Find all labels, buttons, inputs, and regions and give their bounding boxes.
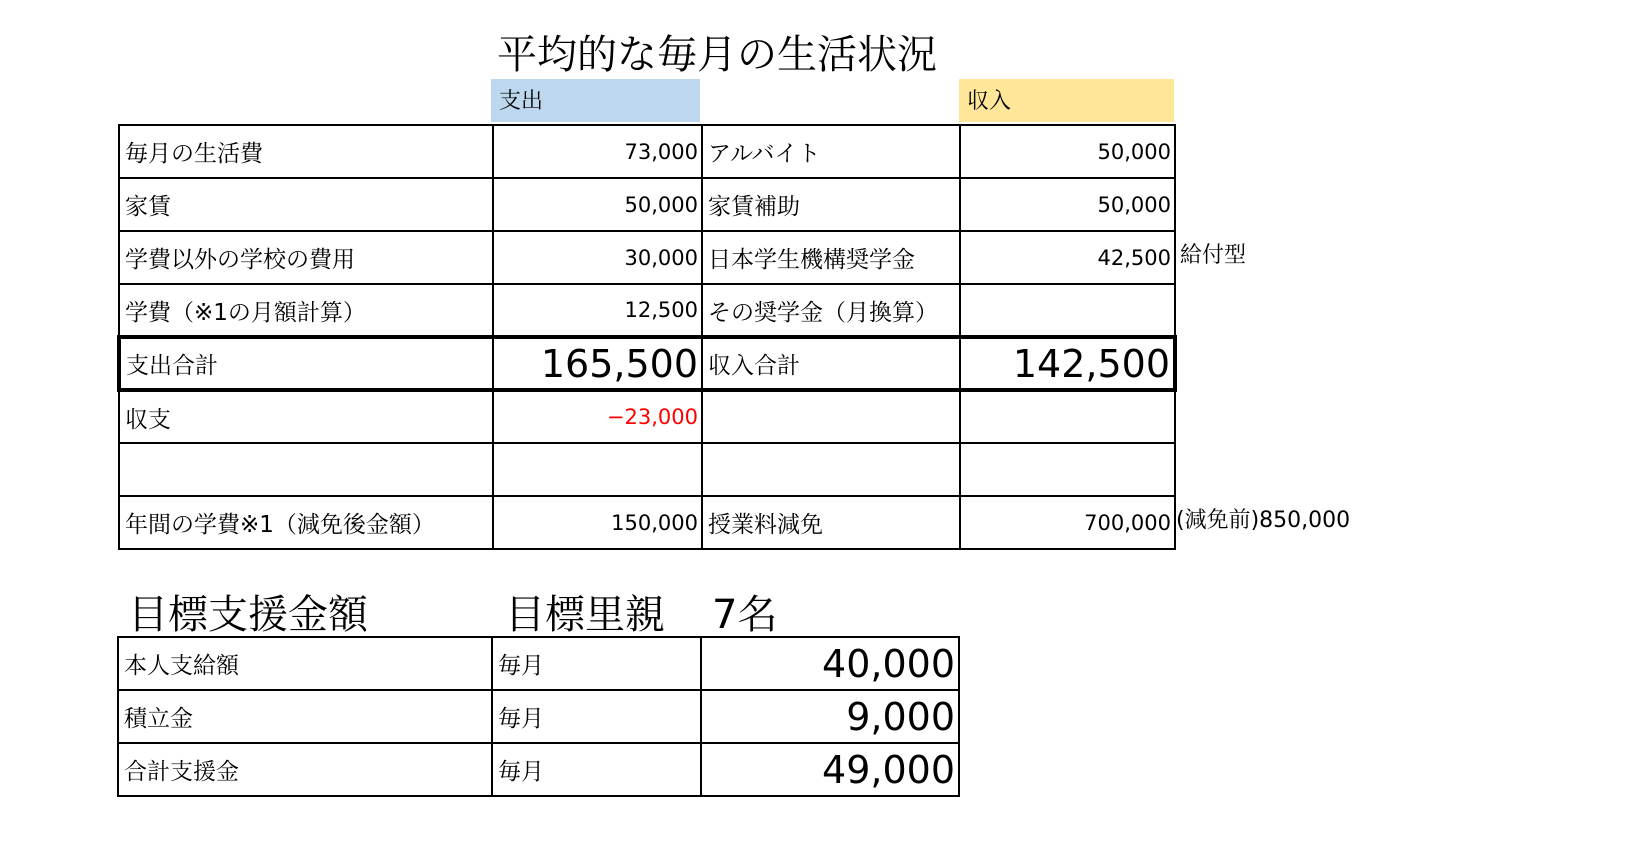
- income-value: 50,000: [960, 178, 1175, 231]
- scholarship-note: 給付型: [1180, 243, 1247, 268]
- goal-title: 目標支援金額: [128, 592, 368, 638]
- table-row: [119, 178, 1175, 231]
- empty-cell: [702, 443, 960, 496]
- monthly-budget-table: [117, 124, 1177, 550]
- table-row: [118, 690, 959, 743]
- goal-parents-count: 7名: [712, 592, 778, 638]
- page-title: 平均的な毎月の生活状況: [497, 32, 937, 78]
- balance-row: [119, 390, 1175, 443]
- balance-value: −23,000: [493, 390, 702, 443]
- income-total-value: 142,500: [960, 337, 1175, 390]
- expense-total-value: 165,500: [493, 337, 702, 390]
- table-row: [119, 125, 1175, 178]
- goal-label: 本人支給額: [118, 637, 492, 690]
- tuition-waiver-label: 授業料減免: [702, 496, 960, 549]
- tuition-waiver-value: 700,000: [960, 496, 1175, 549]
- empty-cell: [960, 390, 1175, 443]
- table-row: [119, 231, 1175, 284]
- income-value: 50,000: [960, 125, 1175, 178]
- income-total-label: 収入合計: [702, 337, 960, 390]
- empty-cell: [960, 443, 1175, 496]
- goal-label: 合計支援金: [118, 743, 492, 796]
- goal-amount: 9,000: [701, 690, 959, 743]
- goal-period: 毎月: [492, 743, 701, 796]
- empty-cell: [702, 390, 960, 443]
- expense-value: 50,000: [493, 178, 702, 231]
- income-value: [960, 284, 1175, 337]
- empty-row: [119, 443, 1175, 496]
- balance-label: 収支: [119, 390, 493, 443]
- goal-period: 毎月: [492, 637, 701, 690]
- table-row: [118, 743, 959, 796]
- goal-period: 毎月: [492, 690, 701, 743]
- income-value: 42,500: [960, 231, 1175, 284]
- goal-amount: 49,000: [701, 743, 959, 796]
- table-row: [118, 637, 959, 690]
- expense-value: 30,000: [493, 231, 702, 284]
- totals-row: [119, 337, 1175, 390]
- expense-total-label: 支出合計: [119, 337, 493, 390]
- expense-value: 73,000: [493, 125, 702, 178]
- income-label: 家賃補助: [702, 178, 960, 231]
- table-row: [119, 284, 1175, 337]
- expense-value: 12,500: [493, 284, 702, 337]
- empty-cell: [119, 443, 493, 496]
- goal-support-table: [117, 636, 960, 797]
- expense-label: 学費（※1の月額計算）: [119, 284, 493, 337]
- income-label: その奨学金（月換算）: [702, 284, 960, 337]
- annual-tuition-label: 年間の学費※1（減免後金額）: [119, 496, 493, 549]
- waiver-note: (減免前)850,000: [1176, 508, 1351, 533]
- goal-parents-label: 目標里親: [505, 592, 665, 638]
- expense-label: 毎月の生活費: [119, 125, 493, 178]
- expense-label: 家賃: [119, 178, 493, 231]
- expense-label: 学費以外の学校の費用: [119, 231, 493, 284]
- income-header: 収入: [959, 79, 1174, 122]
- goal-label: 積立金: [118, 690, 492, 743]
- expense-header: 支出: [491, 79, 700, 122]
- annual-tuition-value: 150,000: [493, 496, 702, 549]
- income-label: 日本学生機構奨学金: [702, 231, 960, 284]
- goal-amount: 40,000: [701, 637, 959, 690]
- annual-row: [119, 496, 1175, 549]
- empty-cell: [493, 443, 702, 496]
- income-label: アルバイト: [702, 125, 960, 178]
